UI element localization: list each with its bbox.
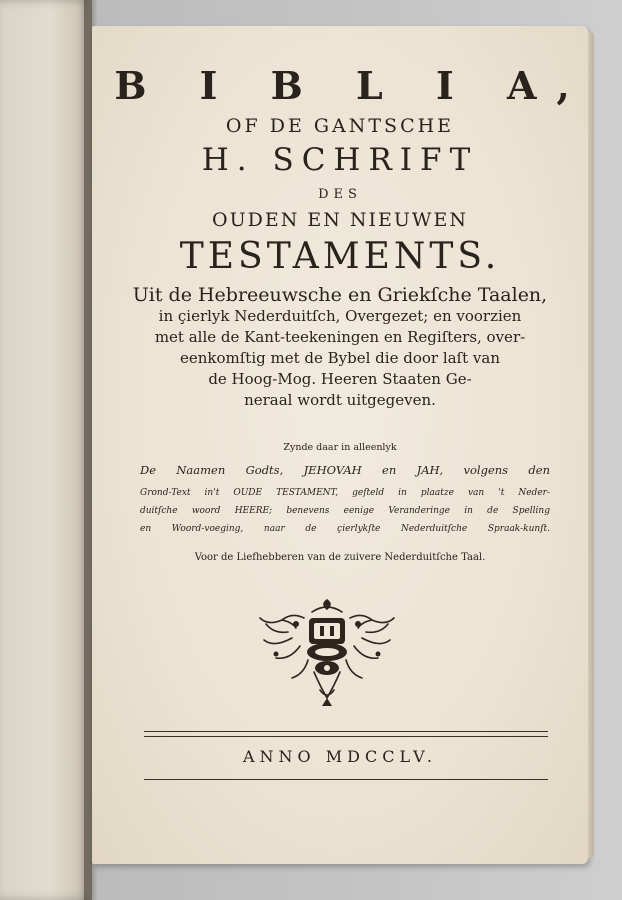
title-page <box>92 26 588 864</box>
description-line: met alle de Kant-teekeningen en Regiſters, over- <box>154 328 526 346</box>
description-line: Uit de Hebreeuwsche en Griekſche Taalen, <box>132 284 548 306</box>
note-line: en Woord-voeging, naar de çierlykſte Nederduitſche Spraak-kunſt. <box>140 524 550 534</box>
note-line: Grond-Text in't OUDE TESTAMENT, geſteld in plaatze van 't Neder- <box>140 488 550 498</box>
note-line: duitſche woord HEERE; benevens eenige Veranderinge in de Spelling <box>140 506 550 516</box>
imprint-year: ANNO MDCCLV. <box>242 747 438 766</box>
bottom-rule <box>144 779 548 780</box>
title-testaments: TESTAMENTS. <box>179 236 501 277</box>
title-ouden-en-nieuwen: OUDEN EN NIEUWEN <box>212 209 468 231</box>
decorative-vignette-icon <box>252 594 402 710</box>
title-schrift: H. SCHRIFT <box>201 142 479 178</box>
top-rule-thin <box>144 736 548 737</box>
description-line: eenkomſtig met de Bybel die door laſt van <box>179 349 500 367</box>
note-intro: Zynde daar in alleenlyk <box>283 442 397 453</box>
dedication-line: Voor de Liefhebberen van de zuivere Nederduitſche Taal. <box>194 552 486 563</box>
title-biblia: B I B L I A, <box>114 63 590 108</box>
left-page <box>0 0 92 900</box>
top-rule <box>144 731 548 732</box>
page-edge <box>588 32 594 858</box>
note-line: De Naamen Godts, JEHOVAH en JAH, volgens den <box>140 463 550 477</box>
title-des: DES <box>318 187 362 202</box>
description-line: in çierlyk Nederduitſch, Overgezet; en voorzien <box>158 307 522 325</box>
description-paragraph <box>110 285 570 411</box>
description-line: de Hoog-Mog. Heeren Staaten Ge- <box>208 370 472 388</box>
description-line: neraal wordt uitgegeven. <box>244 391 436 409</box>
title-of-de-gantsche: OF DE GANTSCHE <box>225 115 455 137</box>
